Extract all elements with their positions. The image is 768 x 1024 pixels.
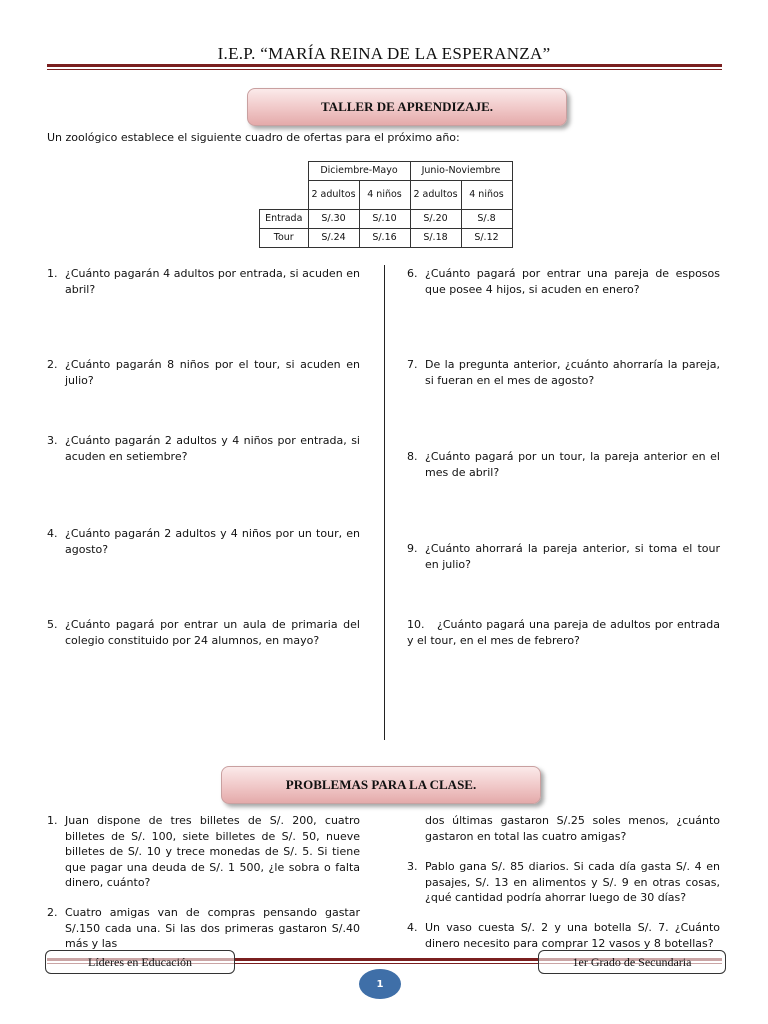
question-text: ¿Cuánto pagará por entrar un aula de primaria del colegio constituido por 24 alumnos, en mayo? [65,618,360,647]
problem-number: 2. [47,906,58,919]
question-number: 5. [47,618,58,631]
problem-item [47,813,360,891]
period-header: Junio-Noviembre [410,162,512,181]
question-text: ¿Cuánto pagará por un tour, la pareja anterior en el mes de abril? [425,450,720,479]
problem-text: Cuatro amigas van de compras pensando gastar S/.150 cada una. Si las dos primeras gastaron S/.40 más y las [65,906,360,950]
problem-continuation: dos últimas gastaron S/.25 soles menos, ¿cuánto gastaron en total las cuatro amigas? [425,814,720,843]
question-item [407,449,720,481]
price-cell: S/.12 [461,229,512,248]
page-title: I.E.P. “MARÍA REINA DE LA ESPERANZA” [217,44,551,63]
problem-item [407,920,720,951]
problem-number: 3. [407,860,418,873]
question-number: 3. [47,434,58,447]
problem-text: Juan dispone de tres billetes de S/. 200, cuatro billetes de S/. 100, siete billetes de S/. 50, nueve billetes de S/. 10 y trece monedas de S/. 5. Si tiene que pagar una deuda de S/. 1 500, ¿le sobra o falta dinero, cuánto? [65,814,360,889]
offers-table [259,161,513,248]
question-text: ¿Cuánto pagarán 2 adultos y 4 niños por un tour, en agosto? [65,527,360,556]
question-text: ¿Cuánto pagarán 4 adultos por entrada, si acuden en abril? [65,267,360,296]
question-text: ¿Cuánto pagarán 2 adultos y 4 niños por entrada, si acuden en setiembre? [65,434,360,463]
question-item [47,617,360,649]
question-text: ¿Cuánto pagarán 8 niños por el tour, si acuden en julio? [65,358,360,387]
column-divider [384,265,385,740]
question-item [47,357,360,389]
row-label: Tour [260,229,309,248]
price-cell: S/.16 [359,229,410,248]
question-number: 4. [47,527,58,540]
question-number: 8. [407,450,418,463]
question-number: 10. [407,618,425,631]
question-item [407,266,720,298]
row-label: Entrada [260,210,309,229]
price-cell: S/.24 [308,229,359,248]
problem-item [47,905,360,952]
price-cell: S/.8 [461,210,512,229]
question-item [47,433,360,465]
problem-text: Un vaso cuesta S/. 2 y una botella S/. 7. ¿Cuánto dinero necesito para comprar 12 vasos y 8 botellas? [425,921,720,950]
subheader-cell: 4 niños [461,181,512,210]
page-number-badge: 1 [359,969,401,999]
period-header: Diciembre-Mayo [308,162,410,181]
footer-right-label: 1er Grado de Secundaria [538,950,726,974]
question-text: ¿Cuánto pagará una pareja de adultos por entrada y el tour, en el mes de febrero? [407,618,720,647]
question-text: ¿Cuánto ahorrará la pareja anterior, si toma el tour en julio? [425,542,720,571]
price-cell: S/.10 [359,210,410,229]
empty-cell [260,162,309,181]
question-item [407,357,720,389]
footer-left-label: Líderes en Educación [45,950,235,974]
question-item [47,526,360,558]
question-item [407,617,720,649]
price-cell: S/.18 [410,229,461,248]
problem-number: 1. [47,814,58,827]
header-rule [47,64,722,67]
intro-text: Un zoológico establece el siguiente cuadro de ofertas para el próximo año: [47,131,460,144]
section-banner-taller: TALLER DE APRENDIZAJE. [247,88,567,126]
problem-item [407,859,720,906]
header-rule-thin [47,69,722,70]
question-text: ¿Cuánto pagará por entrar una pareja de esposos que posee 4 hijos, si acuden en enero? [425,267,720,296]
price-cell: S/.30 [308,210,359,229]
question-number: 6. [407,267,418,280]
question-number: 9. [407,542,418,555]
question-number: 1. [47,267,58,280]
subheader-cell: 2 adultos [308,181,359,210]
question-item [407,541,720,573]
question-item [47,266,360,298]
price-cell: S/.20 [410,210,461,229]
subheader-cell: 2 adultos [410,181,461,210]
question-number: 2. [47,358,58,371]
empty-cell [260,181,309,210]
question-text: De la pregunta anterior, ¿cuánto ahorraría la pareja, si fueran en el mes de agosto? [425,358,720,387]
section-banner-problemas: PROBLEMAS PARA LA CLASE. [221,766,541,804]
subheader-cell: 4 niños [359,181,410,210]
problem-number: 4. [407,921,418,934]
question-number: 7. [407,358,418,371]
problem-text: Pablo gana S/. 85 diarios. Si cada día gasta S/. 4 en pasajes, S/. 13 en alimentos y S/. 9 en otras cosas, ¿qué cantidad podría ahorrar luego de 30 días? [425,860,720,904]
